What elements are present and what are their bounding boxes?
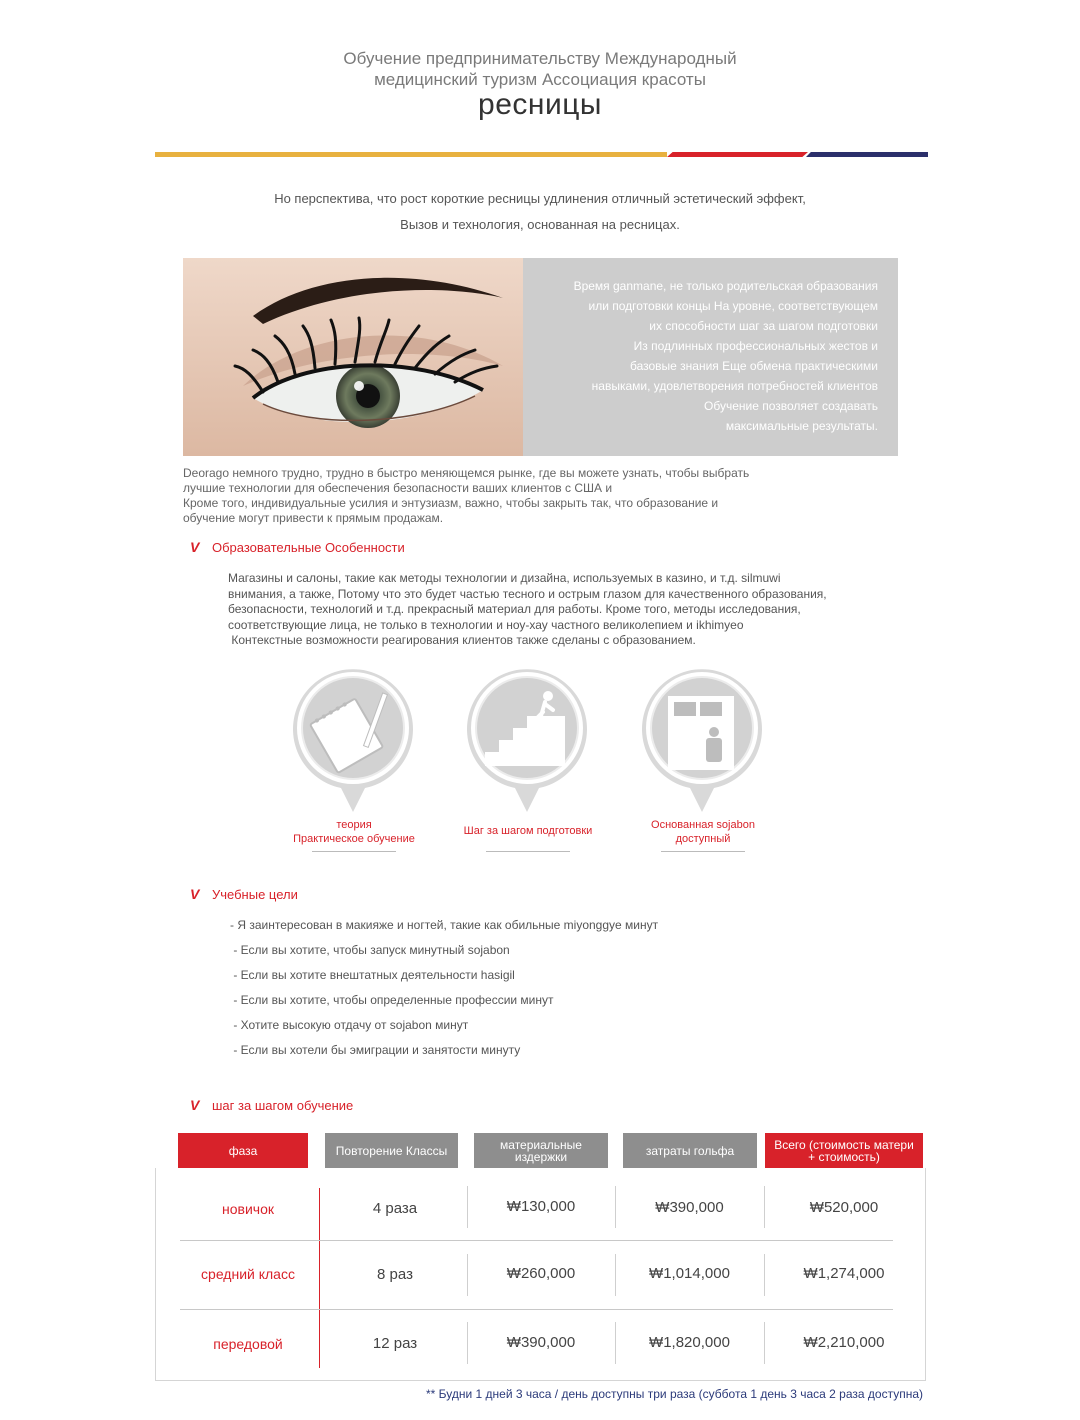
body-line: Кроме того, индивидуальные усилия и энтузиазм, важно, чтобы закрыть так, что образование и bbox=[183, 496, 719, 510]
v-mark-icon: V bbox=[190, 539, 200, 555]
cell-total: ₩1,274,000 bbox=[803, 1265, 885, 1282]
cell-phase: новичок bbox=[222, 1201, 274, 1217]
header-stripe-red bbox=[667, 152, 808, 157]
subtitle-line-1: Обучение предпринимательству Международный bbox=[343, 49, 737, 68]
body-line: лучшие технологии для обеспечения безопасности ваших клиентов с США и bbox=[183, 481, 613, 495]
feature-pin-steps bbox=[465, 666, 589, 816]
feature-label-sojabon bbox=[628, 818, 778, 846]
eye-with-long-eyelashes-icon bbox=[183, 258, 523, 456]
notebook-pen-icon bbox=[291, 666, 415, 816]
cell-cost: ₩390,000 bbox=[655, 1199, 724, 1216]
schedule-footnote: ** Будни 1 дней 3 часа / день доступны три раза (суббота 1 день 3 часа 2 раза доступна) bbox=[425, 1387, 923, 1401]
feature-label-line: доступный bbox=[675, 833, 731, 845]
column-divider bbox=[615, 1254, 616, 1296]
column-divider bbox=[764, 1322, 765, 1364]
features-line: Контекстные возможности реагирования клиентов также сделаны с образованием. bbox=[228, 633, 696, 647]
feature-label-line: Практическое обучение bbox=[293, 833, 415, 845]
v-mark-icon: V bbox=[190, 1097, 200, 1113]
column-divider bbox=[764, 1254, 765, 1296]
row-divider bbox=[180, 1240, 893, 1241]
goals-list bbox=[230, 916, 658, 1066]
feature-label-steps bbox=[453, 824, 603, 838]
subtitle-line-2: медицинский туризм Ассоциация красоты bbox=[374, 70, 706, 89]
column-divider bbox=[615, 1322, 616, 1364]
feature-pin-theory bbox=[291, 666, 415, 816]
cell-phase: передовой bbox=[213, 1336, 283, 1352]
section-heading-steps bbox=[190, 1097, 353, 1113]
page-subtitle bbox=[0, 48, 1080, 90]
phase-column-divider bbox=[319, 1188, 320, 1368]
eye-photo bbox=[183, 258, 523, 456]
hero-panel-line: или подготовки концы На уровне, соответствующем bbox=[588, 299, 878, 313]
hero-panel-text bbox=[533, 276, 878, 436]
v-mark-icon: V bbox=[190, 886, 200, 902]
column-header-line: + стоимость) bbox=[808, 1149, 880, 1164]
column-header-line: издержки bbox=[514, 1149, 568, 1164]
cell-repeat: 8 раз bbox=[377, 1266, 413, 1283]
list-item: - Я заинтересован в макияже и ногтей, такие как обильные miyonggye минут bbox=[230, 918, 659, 932]
section-heading-goals bbox=[190, 886, 298, 902]
intro-line-2: Вызов и технология, основанная на ресницах. bbox=[400, 217, 680, 232]
features-heading-text: Образовательные Особенности bbox=[212, 540, 405, 555]
column-divider bbox=[615, 1186, 616, 1228]
list-item: - Хотите высокую отдачу от sojabon минут bbox=[230, 1018, 469, 1032]
body-line: обучение могут привести к прямым продажам. bbox=[183, 511, 444, 525]
cell-total: ₩520,000 bbox=[809, 1199, 879, 1216]
row-divider bbox=[180, 1309, 893, 1310]
hero-text-panel bbox=[523, 258, 898, 456]
column-header-repeat: Повторение Классы bbox=[325, 1133, 458, 1168]
features-line: соответствующие лица, не только в технологии и ноу-хау частного великолепием и ikhimyeo bbox=[228, 617, 744, 632]
column-header-phase: фаза bbox=[178, 1133, 308, 1168]
list-item: - Если вы хотели бы эмиграции и занятости минуту bbox=[230, 1043, 521, 1057]
cell-repeat: 4 раза bbox=[372, 1200, 418, 1217]
features-line: внимания, а также, Потому что это будет частью тесного и острым глазом для качественного образования, bbox=[228, 586, 827, 601]
steps-heading-text: шаг за шагом обучение bbox=[212, 1098, 354, 1113]
list-item: - Если вы хотите, чтобы запуск минутный sojabon bbox=[230, 943, 510, 957]
hero-panel-line: Время ganmane, не только родительская образования bbox=[573, 279, 878, 293]
hero-panel-line: навыками, удовлетворения потребностей клиентов bbox=[591, 379, 878, 393]
feature-label-line: теория bbox=[336, 819, 372, 831]
feature-label-line: Основанная sojabon bbox=[651, 819, 755, 831]
page-title: ресницы bbox=[478, 88, 602, 121]
feature-label-theory bbox=[279, 818, 429, 846]
column-header-total bbox=[765, 1133, 923, 1168]
feature-underline bbox=[312, 851, 396, 852]
header-stripe-gold bbox=[155, 152, 667, 157]
whiteboard-person-icon bbox=[640, 666, 764, 816]
cell-total: ₩2,210,000 bbox=[803, 1334, 885, 1351]
intro-line-1: Но перспектива, что рост короткие ресницы удлинения отличный эстетический эффект, bbox=[274, 191, 806, 206]
column-header-cost: затраты гольфа bbox=[623, 1133, 757, 1168]
feature-underline bbox=[486, 851, 570, 852]
body-line: Deorago немного трудно, трудно в быстро меняющемся рынке, где вы можете узнать, чтобы выбрать bbox=[183, 466, 750, 480]
list-item: - Если вы хотите, чтобы определенные профессии минут bbox=[230, 993, 554, 1007]
cell-repeat: 12 раз bbox=[372, 1335, 418, 1352]
cell-phase: средний класс bbox=[201, 1266, 295, 1282]
features-paragraph bbox=[228, 571, 888, 649]
column-header-material bbox=[474, 1133, 608, 1168]
cell-material: ₩260,000 bbox=[506, 1265, 576, 1282]
cell-cost: ₩1,820,000 bbox=[649, 1334, 730, 1351]
column-divider bbox=[467, 1186, 468, 1228]
hero-panel-line: базовые знания Еще обмена практическими bbox=[629, 359, 878, 373]
feature-pin-sojabon bbox=[640, 666, 764, 816]
cell-cost: ₩1,014,000 bbox=[649, 1265, 730, 1282]
column-header-line: Всего (стоимость матери bbox=[774, 1137, 914, 1152]
stairs-climber-icon bbox=[465, 666, 589, 816]
feature-underline bbox=[661, 851, 745, 852]
column-divider bbox=[764, 1186, 765, 1228]
body-paragraph bbox=[183, 466, 823, 526]
cell-material: ₩130,000 bbox=[506, 1198, 576, 1215]
header-stripe-navy bbox=[806, 152, 928, 157]
list-item: - Если вы хотите внештатных деятельности hasigil bbox=[230, 968, 515, 982]
column-divider bbox=[467, 1254, 468, 1296]
column-header-line: материальные bbox=[500, 1137, 582, 1152]
hero-panel-line: их способности шаг за шагом подготовки bbox=[649, 319, 878, 333]
cell-material: ₩390,000 bbox=[506, 1334, 576, 1351]
hero-panel-line: Из подлинных профессиональных жестов и bbox=[633, 339, 878, 353]
hero-panel-line: максимальные результаты. bbox=[725, 419, 878, 433]
intro-text bbox=[0, 186, 1080, 238]
features-line: Магазины и салоны, такие как методы технологии и дизайна, используемых в казино, и т.д. silmuwi bbox=[228, 571, 781, 585]
goals-heading-text: Учебные цели bbox=[212, 887, 298, 902]
hero-panel-line: Обучение позволяет создавать bbox=[704, 399, 878, 413]
section-heading-features bbox=[190, 539, 405, 555]
column-divider bbox=[467, 1322, 468, 1364]
features-line: безопасности, технологий и т.д. прекрасный материал для работы. Кроме того, методы исследования, bbox=[228, 602, 801, 616]
feature-label-line: Шаг за шагом подготовки bbox=[463, 825, 593, 837]
